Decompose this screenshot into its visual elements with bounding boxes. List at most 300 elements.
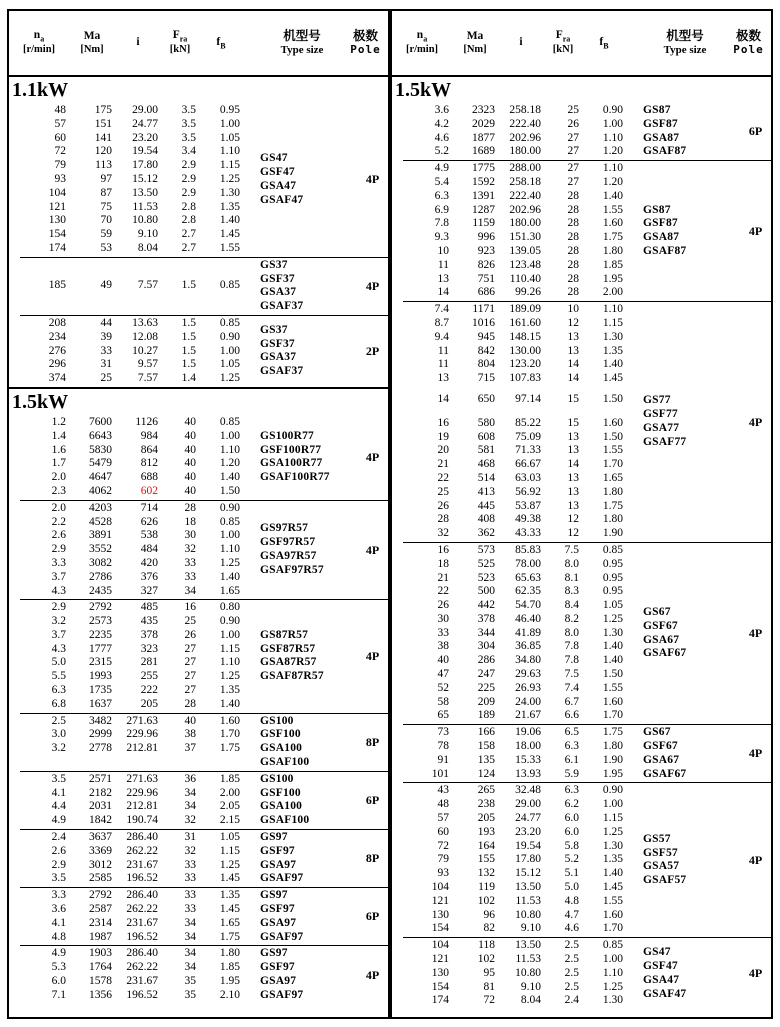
type-size-list — [243, 889, 357, 944]
table-header-right — [392, 11, 771, 77]
fra-cell: 34 — [184, 916, 196, 929]
fra-cell: 2.9 — [181, 159, 196, 172]
i-cell: 189.09 — [509, 303, 541, 316]
fb-symbol: f — [599, 35, 604, 48]
type-size-label: GSF100R77 — [260, 443, 322, 456]
data-row — [392, 953, 626, 967]
data-row — [392, 118, 626, 132]
fb-cell: 1.15 — [219, 844, 240, 857]
i-cell: 7.57 — [137, 279, 158, 292]
i-cell: 23.20 — [132, 131, 158, 144]
na-cell: 60 — [54, 131, 66, 144]
na-cell: 14 — [437, 286, 449, 299]
data-row — [9, 975, 243, 989]
i-cell: 85.83 — [515, 543, 541, 556]
data-row — [392, 286, 626, 300]
fra-symbol: F — [172, 29, 180, 42]
ma-cell: 166 — [477, 726, 495, 739]
fb-subscript: B — [220, 40, 226, 50]
ma-cell: 514 — [477, 471, 495, 484]
type-size-label: GS100R77 — [260, 429, 314, 442]
na-cell: 79 — [437, 853, 449, 866]
na-unit: [r/min] — [22, 44, 56, 56]
type-size-list — [243, 715, 357, 770]
i-cell: 10.80 — [515, 966, 541, 979]
numeric-columns — [9, 104, 243, 256]
fra-cell: 5.8 — [564, 839, 579, 852]
data-row — [9, 773, 243, 787]
i-cell: 29.63 — [515, 668, 541, 681]
data-block — [9, 501, 388, 600]
type-size-label: GSAF47 — [643, 987, 687, 1000]
i-cell: 8.04 — [137, 241, 158, 254]
i-cell: 229.96 — [126, 786, 158, 799]
na-cell: 7.8 — [434, 217, 449, 230]
na-cell: 4.1 — [51, 786, 66, 799]
i-cell: 271.63 — [126, 772, 158, 785]
ma-cell: 923 — [477, 244, 495, 257]
na-cell: 3.2 — [51, 742, 66, 755]
fra-cell: 12 — [567, 513, 579, 526]
data-block — [9, 714, 388, 771]
fb-cell: 1.45 — [219, 903, 240, 916]
ma-cell: 97 — [100, 172, 112, 185]
fra-cell: 27 — [184, 642, 196, 655]
type-size-label: GSAF87 — [643, 244, 687, 257]
type-size-label: GSAF100R77 — [260, 471, 330, 484]
ma-cell: 33 — [100, 344, 112, 357]
pole-label: 4P — [365, 542, 380, 557]
i-cell: 212.81 — [126, 742, 158, 755]
type-size-list — [626, 946, 740, 1001]
data-row — [392, 709, 626, 723]
na-cell: 91 — [437, 753, 449, 766]
fra-cell: 28 — [567, 217, 579, 230]
data-row — [392, 853, 626, 867]
type-size-zh: 机型号 — [666, 28, 704, 44]
na-cell: 48 — [437, 798, 449, 811]
ma-cell: 151 — [94, 117, 112, 130]
fra-cell: 40 — [184, 415, 196, 428]
ma-cell: 205 — [477, 812, 495, 825]
i-cell: 62.35 — [515, 585, 541, 598]
i-cell: 255 — [140, 670, 158, 683]
fb-cell: 0.90 — [602, 784, 623, 797]
fra-cell: 7.5 — [564, 543, 579, 556]
i-cell: 110.40 — [509, 272, 541, 285]
data-row — [392, 417, 626, 431]
na-unit: [r/min] — [405, 44, 439, 56]
data-block — [9, 415, 388, 500]
fra-cell: 34 — [184, 584, 196, 597]
data-row — [9, 728, 243, 742]
na-cell: 72 — [437, 839, 449, 852]
na-cell: 1.2 — [51, 415, 66, 428]
i-cell: 11.53 — [515, 953, 541, 966]
type-size-label: GSA97 — [260, 975, 297, 988]
fb-cell: 1.60 — [602, 695, 623, 708]
fra-cell: 2.5 — [564, 966, 579, 979]
fra-cell: 7.4 — [564, 681, 579, 694]
i-cell: 196.52 — [126, 872, 158, 885]
i-cell: 984 — [140, 429, 158, 442]
type-size-list — [626, 606, 740, 661]
type-size-list — [626, 104, 740, 159]
type-size-label: GSF97 — [260, 844, 295, 857]
numeric-columns — [9, 502, 243, 599]
fra-cell: 8.3 — [564, 585, 579, 598]
type-size-label: GSF97 — [260, 903, 295, 916]
ma-cell: 158 — [477, 740, 495, 753]
i-cell: 26.93 — [515, 681, 541, 694]
i-cell: 43.33 — [515, 527, 541, 540]
section-title: 1.5kW — [395, 79, 452, 101]
fra-cell: 38 — [184, 728, 196, 741]
i-cell: 19.54 — [515, 839, 541, 852]
fra-cell: 2.7 — [181, 241, 196, 254]
i-cell: 538 — [140, 529, 158, 542]
pole-label: 8P — [365, 734, 380, 749]
data-row — [9, 670, 243, 684]
data-row — [9, 104, 243, 118]
data-row — [9, 457, 243, 471]
i-cell: 262.22 — [126, 961, 158, 974]
ma-cell: 4647 — [89, 471, 112, 484]
data-block — [392, 725, 771, 782]
fra-cell: 40 — [184, 429, 196, 442]
i-cell: 54.70 — [515, 599, 541, 612]
fra-cell: 35 — [184, 975, 196, 988]
catalog-page — [7, 9, 773, 1019]
na-cell: 154 — [431, 980, 449, 993]
type-size-label: GS97R57 — [260, 522, 309, 535]
fra-cell: 12 — [567, 527, 579, 540]
fra-cell: 34 — [184, 947, 196, 960]
i-cell: 286.40 — [126, 831, 158, 844]
type-size-label: GSA67 — [643, 753, 680, 766]
data-row — [392, 513, 626, 527]
power-section-1.5kW — [392, 77, 771, 1009]
data-row — [392, 599, 626, 613]
ma-cell: 581 — [477, 444, 495, 457]
i-cell: 1126 — [135, 415, 158, 428]
i-cell: 85.22 — [515, 416, 541, 429]
data-row — [9, 656, 243, 670]
na-cell: 185 — [48, 279, 66, 292]
pole-label: 4P — [365, 172, 380, 187]
data-row — [9, 585, 243, 599]
type-size-label: GS97 — [260, 947, 288, 960]
data-block — [9, 772, 388, 829]
fb-cell: 1.15 — [602, 812, 623, 825]
i-symbol: i — [519, 36, 523, 49]
i-cell: 231.67 — [126, 916, 158, 929]
i-cell: 231.67 — [126, 858, 158, 871]
ma-cell: 996 — [477, 231, 495, 244]
numeric-columns — [392, 939, 626, 1008]
type-size-label: GSF37 — [260, 272, 295, 285]
type-size-zh: 机型号 — [283, 28, 321, 44]
fb-cell: 1.75 — [602, 231, 623, 244]
fra-cell: 7.8 — [564, 640, 579, 653]
type-size-label: GSF77 — [643, 408, 678, 421]
fb-cell: 0.85 — [219, 415, 240, 428]
fra-subscript: ra — [562, 34, 571, 44]
fb-cell: 1.40 — [602, 358, 623, 371]
na-cell: 5.4 — [434, 175, 449, 188]
fb-cell: 1.45 — [602, 372, 623, 385]
data-row — [392, 273, 626, 287]
i-cell: 17.80 — [132, 159, 158, 172]
ma-cell: 59 — [100, 228, 112, 241]
fra-cell: 28 — [184, 501, 196, 514]
fb-cell: 1.55 — [219, 241, 240, 254]
ma-cell: 4062 — [89, 484, 112, 497]
fra-cell: 34 — [184, 961, 196, 974]
fb-cell: 1.00 — [219, 117, 240, 130]
i-cell: 864 — [140, 443, 158, 456]
na-cell: 18 — [437, 557, 449, 570]
ma-cell: 378 — [477, 612, 495, 625]
fb-cell: 0.95 — [602, 585, 623, 598]
fra-cell: 2.9 — [181, 172, 196, 185]
fb-cell: 1.45 — [219, 228, 240, 241]
data-row — [392, 784, 626, 798]
fb-cell: 1.70 — [602, 458, 623, 471]
i-cell: 151.30 — [509, 231, 541, 244]
ma-cell: 135 — [477, 753, 495, 766]
numeric-columns — [9, 715, 243, 756]
na-cell: 130 — [431, 966, 449, 979]
data-row — [392, 190, 626, 204]
i-cell: 196.52 — [126, 930, 158, 943]
type-size-list — [243, 947, 357, 1002]
i-cell: 420 — [140, 556, 158, 569]
type-size-label: GSAF37 — [260, 365, 304, 378]
type-size-label: GSA97 — [260, 916, 297, 929]
type-size-label: GS77 — [643, 394, 671, 407]
ma-symbol: Ma — [83, 30, 101, 43]
na-cell: 104 — [431, 939, 449, 952]
type-size-label: GSAF67 — [643, 647, 687, 660]
type-size-label: GSAF100 — [260, 814, 310, 827]
fra-cell: 27 — [567, 145, 579, 158]
i-cell: 202.96 — [509, 203, 541, 216]
na-cell: 2.6 — [51, 844, 66, 857]
na-cell: 26 — [437, 499, 449, 512]
fb-cell: 1.25 — [219, 670, 240, 683]
type-size-list — [626, 394, 740, 449]
type-size-label: GSAF97 — [260, 872, 304, 885]
ma-cell: 82 — [483, 922, 495, 935]
col-header-fra — [161, 29, 199, 56]
numeric-columns — [9, 831, 243, 886]
na-cell: 2.9 — [51, 601, 66, 614]
i-cell: 180.00 — [509, 145, 541, 158]
na-cell: 3.5 — [51, 872, 66, 885]
fb-cell: 1.25 — [219, 372, 240, 385]
data-row — [392, 558, 626, 572]
i-cell: 107.83 — [509, 372, 541, 385]
fb-cell: 1.20 — [219, 457, 240, 470]
type-size-label: GS37 — [260, 258, 288, 271]
i-cell: 812 — [140, 457, 158, 470]
fb-cell: 2.15 — [219, 814, 240, 827]
na-cell: 6.9 — [434, 203, 449, 216]
i-cell: 222.40 — [509, 189, 541, 202]
pole-label: 8P — [365, 851, 380, 866]
fb-cell: 1.40 — [219, 697, 240, 710]
i-cell: 46.40 — [515, 612, 541, 625]
i-cell: 288.00 — [509, 162, 541, 175]
ma-cell: 5830 — [89, 443, 112, 456]
data-row — [392, 259, 626, 273]
i-cell: 485 — [140, 601, 158, 614]
data-row — [392, 768, 626, 782]
fb-cell: 1.10 — [602, 162, 623, 175]
data-row — [9, 947, 243, 961]
ma-cell: 715 — [477, 372, 495, 385]
pole-label: 4P — [365, 648, 380, 663]
ma-cell: 209 — [477, 695, 495, 708]
fra-cell: 6.1 — [564, 753, 579, 766]
data-row — [392, 372, 626, 386]
fra-cell: 28 — [184, 697, 196, 710]
power-section-1.5kW — [9, 387, 388, 1004]
ma-cell: 1637 — [89, 697, 112, 710]
col-header-ma — [69, 30, 115, 56]
i-cell: 78.00 — [515, 557, 541, 570]
i-cell: 688 — [140, 471, 158, 484]
data-row — [392, 798, 626, 812]
i-cell: 53.87 — [515, 499, 541, 512]
pole-label: 4P — [365, 449, 380, 464]
fra-cell: 27 — [567, 131, 579, 144]
ma-cell: 1159 — [472, 217, 495, 230]
i-cell: 435 — [140, 615, 158, 628]
fra-cell: 5.9 — [564, 767, 579, 780]
fb-cell: 0.95 — [602, 557, 623, 570]
i-cell: 271.63 — [126, 714, 158, 727]
pole-label: 4P — [748, 966, 763, 981]
na-cell: 130 — [431, 908, 449, 921]
data-row — [9, 615, 243, 629]
type-size-list — [626, 833, 740, 888]
na-cell: 13 — [437, 272, 449, 285]
fb-cell: 2.05 — [219, 800, 240, 813]
na-cell: 6.8 — [51, 697, 66, 710]
data-row — [392, 654, 626, 668]
i-cell: 63.03 — [515, 471, 541, 484]
ma-symbol: Ma — [466, 30, 484, 43]
na-cell: 2.9 — [51, 543, 66, 556]
fb-cell: 1.00 — [602, 798, 623, 811]
ma-cell: 25 — [100, 372, 112, 385]
data-row — [9, 242, 243, 256]
type-size-label: GSA100R77 — [260, 457, 323, 470]
na-cell: 4.9 — [51, 814, 66, 827]
data-row — [9, 345, 243, 359]
na-cell: 2.5 — [51, 714, 66, 727]
fb-cell: 1.05 — [602, 599, 623, 612]
na-cell: 4.4 — [51, 800, 66, 813]
type-size-list — [243, 773, 357, 828]
data-row — [392, 162, 626, 176]
fra-cell: 33 — [184, 872, 196, 885]
i-cell: 19.06 — [515, 726, 541, 739]
data-row — [9, 444, 243, 458]
fra-cell: 33 — [184, 858, 196, 871]
i-cell: 714 — [140, 501, 158, 514]
fra-cell: 2.9 — [181, 186, 196, 199]
ma-cell: 826 — [477, 258, 495, 271]
na-cell: 22 — [437, 585, 449, 598]
fra-cell: 13 — [567, 330, 579, 343]
data-row — [392, 682, 626, 696]
i-cell: 12.08 — [132, 330, 158, 343]
ma-cell: 124 — [477, 767, 495, 780]
fb-cell: 0.85 — [219, 279, 240, 292]
fra-cell: 7.5 — [564, 668, 579, 681]
fb-cell: 1.55 — [602, 894, 623, 907]
fra-cell: 32 — [184, 844, 196, 857]
fb-cell: 1.75 — [219, 930, 240, 943]
data-row — [9, 961, 243, 975]
fb-cell: 1.85 — [219, 961, 240, 974]
data-row — [392, 640, 626, 654]
fb-cell: 1.20 — [602, 175, 623, 188]
i-cell: 29.00 — [515, 798, 541, 811]
i-cell: 602 — [140, 484, 158, 497]
fb-cell: 1.30 — [602, 994, 623, 1007]
fra-cell: 7.8 — [564, 654, 579, 667]
na-cell: 14 — [437, 392, 449, 405]
table-header-left — [9, 11, 388, 77]
fra-cell: 25 — [567, 104, 579, 116]
ma-cell: 573 — [477, 543, 495, 556]
data-row — [9, 903, 243, 917]
data-row — [392, 500, 626, 514]
data-row — [9, 430, 243, 444]
fb-cell: 1.80 — [602, 244, 623, 257]
fra-cell: 2.5 — [564, 980, 579, 993]
spec-table-right — [390, 9, 773, 1019]
na-cell: 20 — [437, 444, 449, 457]
data-block — [392, 161, 771, 301]
type-size-list — [243, 430, 357, 485]
i-cell: 15.33 — [515, 753, 541, 766]
na-subscript: a — [423, 34, 428, 44]
ma-cell: 102 — [477, 894, 495, 907]
ma-cell: 650 — [477, 392, 495, 405]
i-cell: 258.18 — [509, 175, 541, 188]
ma-cell: 945 — [477, 330, 495, 343]
i-symbol: i — [136, 36, 140, 49]
ma-cell: 2786 — [89, 570, 112, 583]
type-size-label: GSAF87R57 — [260, 670, 324, 683]
fb-cell: 1.65 — [602, 471, 623, 484]
fra-cell: 15 — [567, 416, 579, 429]
fb-cell: 1.35 — [219, 200, 240, 213]
data-row — [9, 859, 243, 873]
fb-cell: 0.85 — [602, 543, 623, 556]
data-row — [9, 643, 243, 657]
fra-cell: 33 — [184, 889, 196, 902]
i-cell: 123.20 — [509, 358, 541, 371]
fra-cell: 1.5 — [181, 344, 196, 357]
ma-cell: 344 — [477, 626, 495, 639]
ma-cell: 75 — [100, 200, 112, 213]
